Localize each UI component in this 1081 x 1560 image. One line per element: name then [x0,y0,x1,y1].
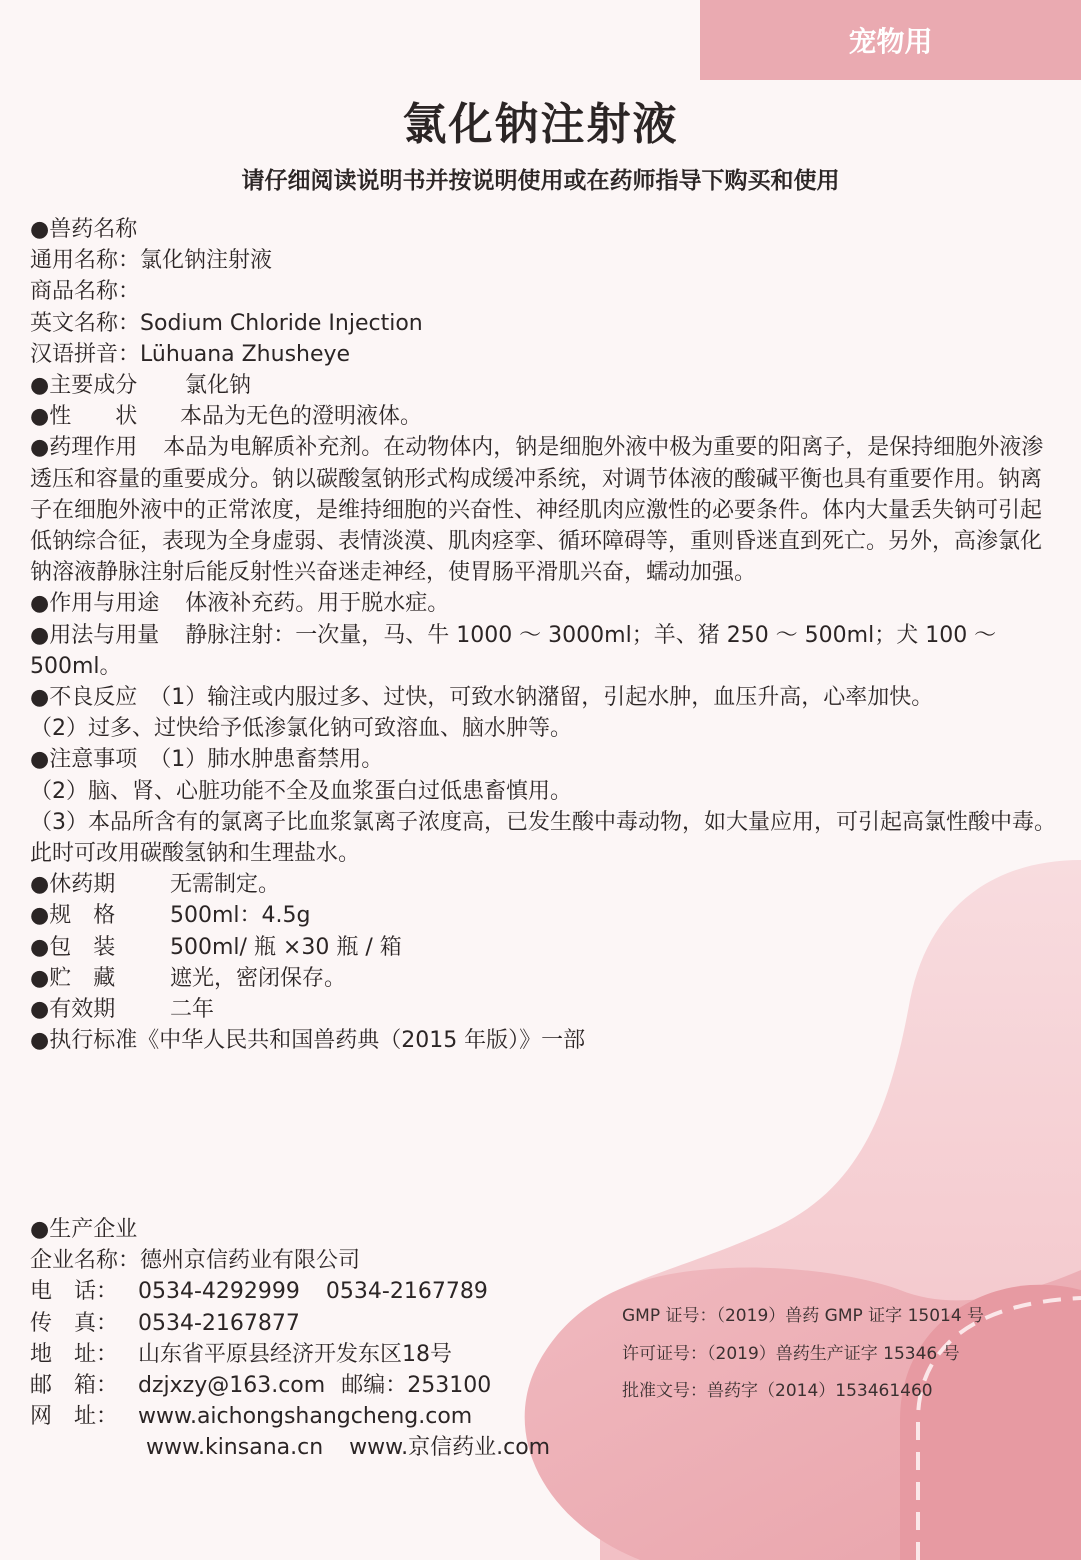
generic-name-row: 通用名称：氯化钠注射液 [30,248,273,274]
email-link[interactable]: dzjxzy@163.com [138,1373,326,1399]
precautions-line-2: （2）脑、肾、心脏功能不全及血浆蛋白过低患畜慎用。 [30,778,572,804]
production-license: 许可证号：（2019）兽药生产证字 15346 号 [622,1343,960,1364]
pinyin-name-row: 汉语拼音：Lühuana Zhusheye [30,341,351,367]
phone-row: 电 话： 0534-4292999 0534-2167789 [30,1279,488,1305]
adverse-line-2: （2）过多、过快给予低渗氯化钠可致溶血、脑水肿等。 [30,716,572,742]
ingredient-row: ●主要成分 氯化钠 [30,373,252,399]
english-name-row: 英文名称：Sodium Chloride Injection [30,310,423,336]
email-row: 邮 箱： dzjxzy@163.com 邮编：253100 [30,1373,492,1399]
precautions-row: ●注意事项 （1）肺水肿患畜禁用。 [30,747,384,773]
website-link-2[interactable]: www.kinsana.cn [146,1435,324,1461]
dosage-row: ●用法与用量 静脉注射：一次量，马、牛 1000 ～ 3000ml；羊、猪 250 ～ 500ml；犬 100 ～ 500ml。 [30,622,997,679]
manufacturer-block [30,1214,650,1464]
package-row: ●包 装 500ml/ 瓶 ×30 瓶 / 箱 [30,934,402,960]
website-row: 网 址： www.aichongshangcheng.com [30,1404,473,1430]
validity-row: ●有效期 二年 [30,997,215,1023]
website-link-3[interactable]: www.京信药业.com [349,1435,551,1461]
instructions-body [30,214,1060,1056]
website-row-2 [30,1432,650,1463]
standard-row: ●执行标准《中华人民共和国兽药典（2015 年版）》一部 [30,1028,586,1054]
manufacturer-heading: ●生产企业 [30,1217,138,1242]
pharmacology-row: ●药理作用 本品为电解质补充剂。在动物体内，钠是细胞外液中极为重要的阳离子，是保持细胞外液渗透压和容量的重要成分。钠以碳酸氢钠形式构成缓冲系统，对调节体液的酸碱平衡也具有重要作用。钠离子在细胞外液中的正常浓度，是维持细胞的兴奋性、神经肌肉应激性的必要条件。体内大量丢失钠可引起低钠综合征，表现为全身虚弱、表情淡漠、肌肉痉挛、循环障碍等，重则昏迷直到死亡。另外，高渗氯化钠溶液静脉注射后能反射性兴奋迷走神经，使胃肠平滑肌兴奋，蠕动加强。 [30,435,1044,586]
website-link-1[interactable]: www.aichongshangcheng.com [138,1404,473,1430]
character-row: ●性 状 本品为无色的澄明液体。 [30,404,423,430]
fax-row: 传 真： 0534-2167877 [30,1310,300,1336]
address-row: 地 址： 山东省平原县经济开发东区18号 [30,1341,452,1367]
gmp-cert: GMP 证号：（2019）兽药 GMP 证字 15014 号 [622,1306,985,1326]
page-subtitle: 请仔细阅读说明书并按说明使用或在药师指导下购买和使用 [241,168,840,194]
spec-row: ●规 格 500ml：4.5g [30,903,311,929]
approval-number: 批准文号：兽药字（2014）153461460 [622,1381,933,1401]
precautions-line-3: （3）本品所含有的氯离子比血浆氯离子浓度高，已发生酸中毒动物，如大量应用，可引起高氯性酸中毒。此时可改用碳酸氢钠和生理盐水。 [30,809,1057,867]
indications-row: ●作用与用途 体液补充药。用于脱水症。 [30,591,450,617]
company-name-row: 企业名称：德州京信药业有限公司 [30,1248,361,1274]
name-heading: ●兽药名称 [30,217,138,242]
withdrawal-row: ●休药期 无需制定。 [30,872,281,898]
page-title: 氯化钠注射液 [402,99,679,150]
certificate-block [622,1298,1062,1411]
trade-name-row: 商品名称： [30,279,141,305]
pet-use-tag: 宠物用 [700,0,1081,80]
adverse-row: ●不良反应 （1）输注或内服过多、过快，可致水钠潴留，引起水肿，血压升高，心率加快。 [30,685,934,711]
storage-row: ●贮 藏 遮光，密闭保存。 [30,965,347,991]
